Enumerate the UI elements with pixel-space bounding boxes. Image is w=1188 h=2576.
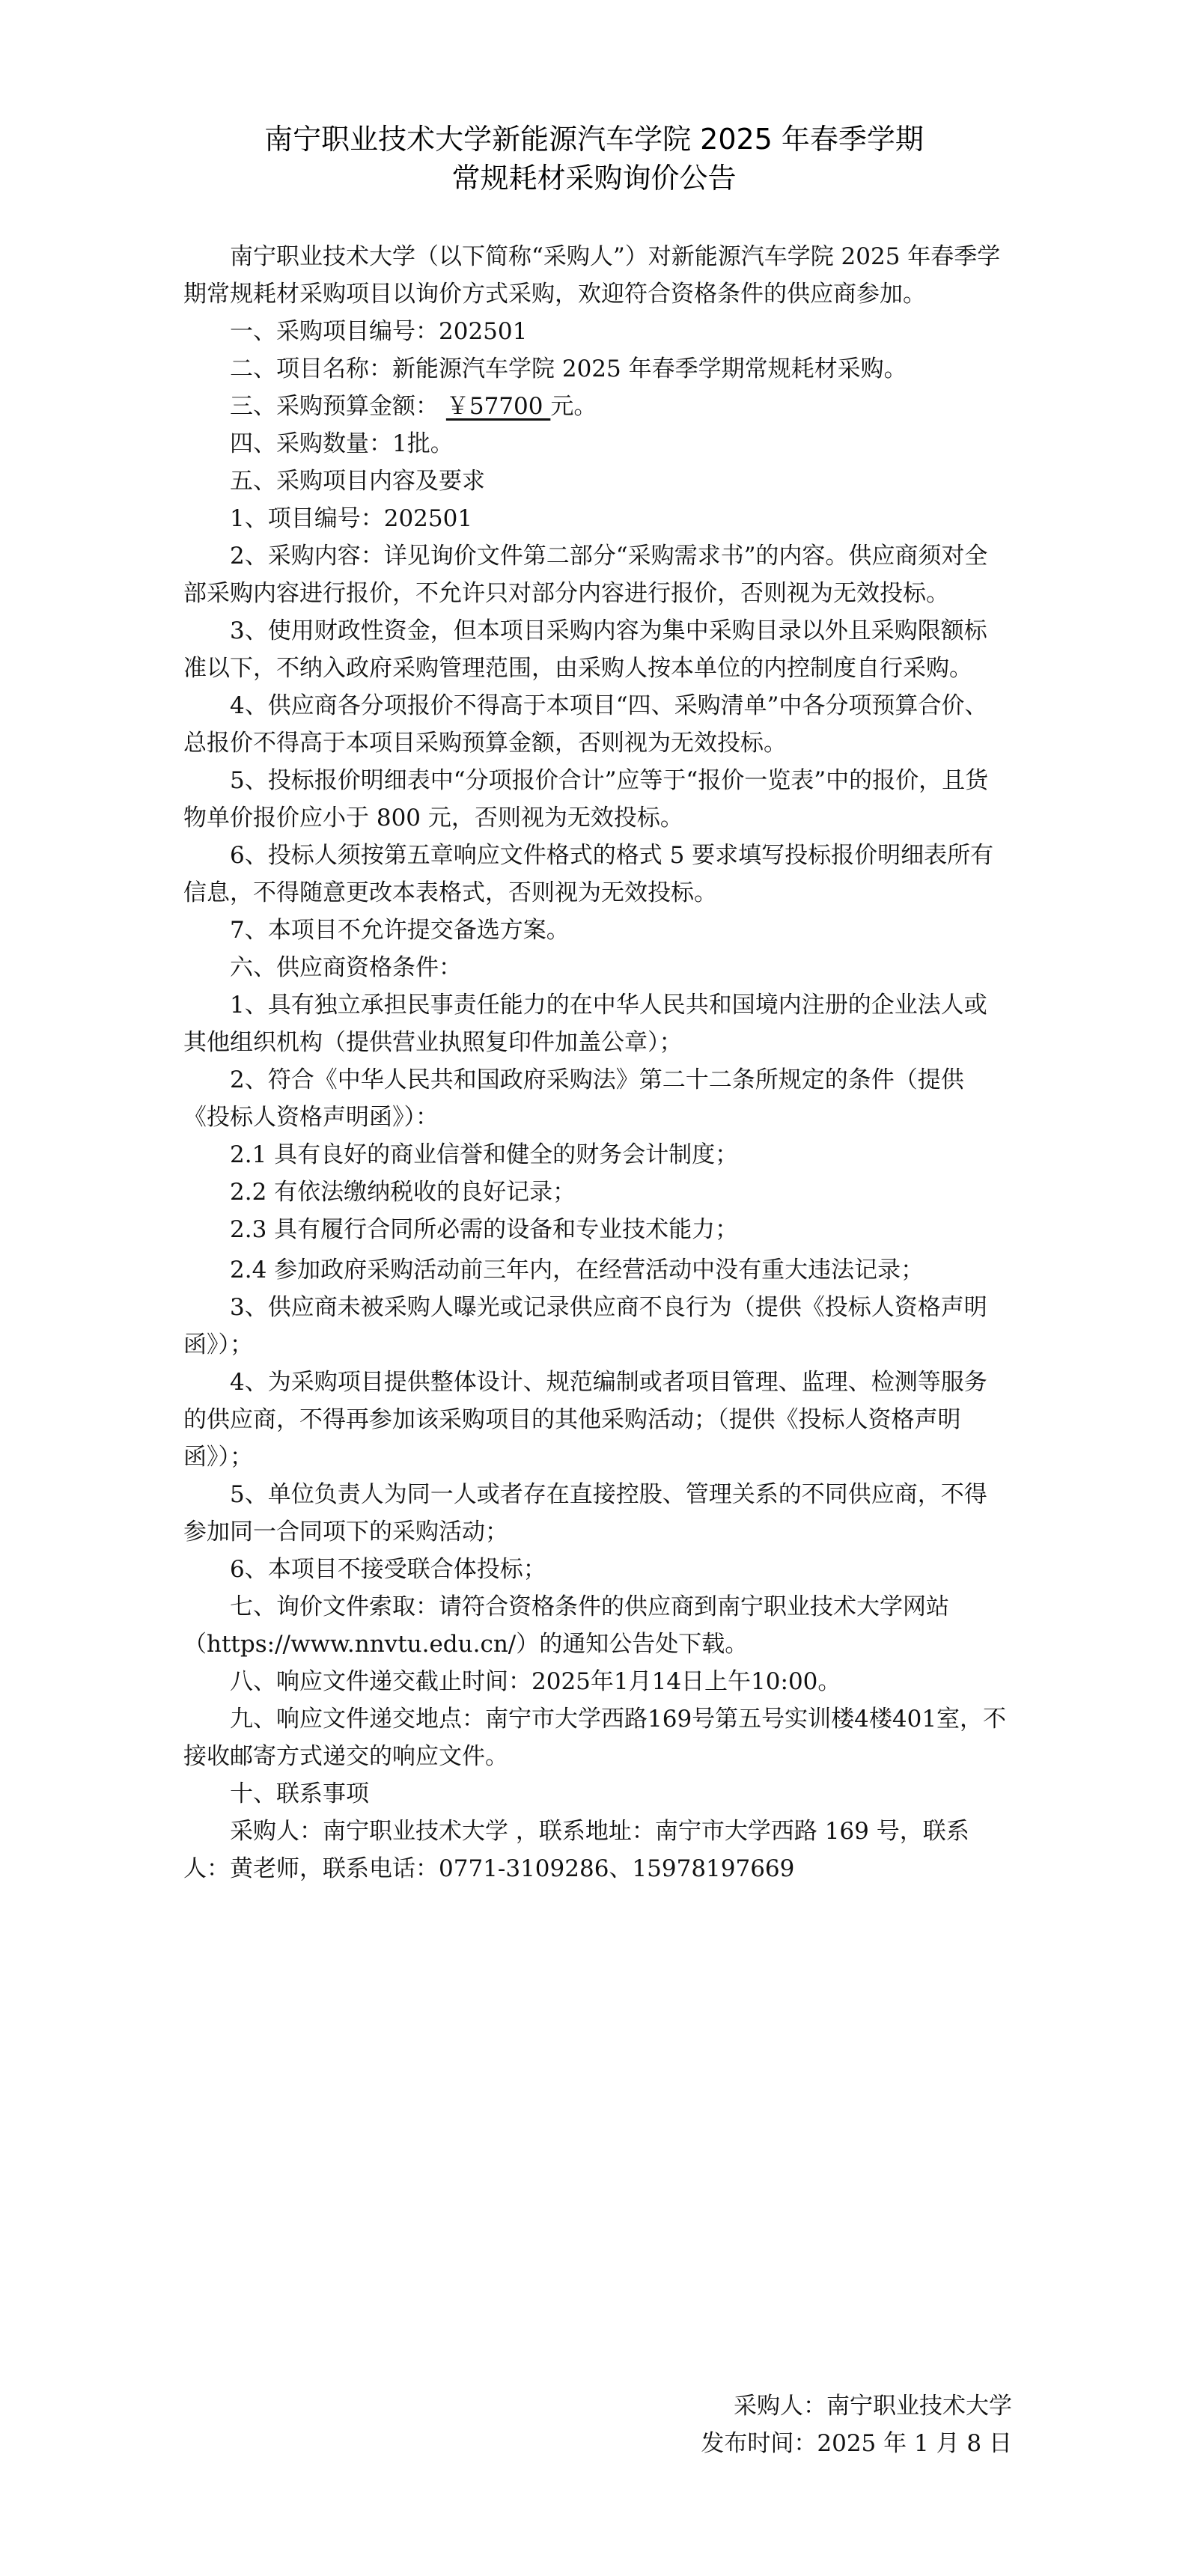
section-8-deadline: 八、响应文件递交截止时间：2025年1月14日上午10:00。 [230,1668,841,1695]
section-5-item-6: 6、投标人须按第五章响应文件格式的格式 5 要求填写投标报价明细表所有信息，不得随意更改本表格式，否则视为无效投标。 [183,842,994,906]
section-6-item-1: 1、具有独立承担民事责任能力的在中华人民共和国境内注册的企业法人或其他组织机构（提供营业执照复印件加盖公章）； [183,992,987,1056]
section-6-item-2-4: 2.4 参加政府采购活动前三年内，在经营活动中没有重大违法记录； [230,1257,924,1284]
section-5-item-4: 4、供应商各分项报价不得高于本项目“四、采购清单”中各分项预算合价、总报价不得高于本项目采购预算金额，否则视为无效投标。 [183,692,988,757]
section-6-item-2-1: 2.1 具有良好的商业信誉和健全的财务会计制度； [230,1141,739,1168]
section-5-item-3: 3、使用财政性资金，但本项目采购内容为集中采购目录以外且采购限额标准以下，不纳入政府采购管理范围，由采购人按本单位的内控制度自行采购。 [183,617,987,682]
purchase-quantity: 四、采购数量：1批。 [230,430,454,457]
section-6-item-2-3: 2.3 具有履行合同所必需的设备和专业技术能力； [230,1216,739,1243]
budget-unit: 元。 [550,393,597,420]
section-6-item-2-2: 2.2 有依法缴纳税收的良好记录； [230,1179,576,1206]
section-5-heading: 五、采购项目内容及要求 [230,468,485,495]
section-6-item-5: 5、单位负责人为同一人或者存在直接控股、管理关系的不同供应商，不得参加同一合同项下的采购活动； [183,1481,987,1545]
section-9-location: 九、响应文件递交地点：南宁市大学西路169号第五号实训楼4楼401室，不接收邮寄方式递交的响应文件。 [183,1706,1007,1770]
section-7-document-retrieval: 七、询价文件索取：请符合资格条件的供应商到南宁职业技术大学网站（https://www.nnvtu.edu.cn/）的通知公告处下载。 [183,1593,949,1658]
section-5-item-7: 7、本项目不允许提交备选方案。 [230,917,570,944]
section-6-item-4: 4、为采购项目提供整体设计、规范编制或者项目管理、监理、检测等服务的供应商，不得再参加该采购项目的其他采购活动；（提供《投标人资格声明函》）； [183,1369,987,1471]
signature-date: 发布时间：2025 年 1 月 8 日 [701,2430,1012,2457]
contact-information: 采购人：南宁职业技术大学 ，联系地址：南宁市大学西路 169 号，联系人：黄老师，联系电话：0771-3109286、15978197669 [183,1818,969,1882]
budget-amount-line [183,388,1007,425]
section-6-heading: 六、供应商资格条件： [230,954,462,981]
document-title-line-1: 南宁职业技术大学新能源汽车学院 2025 年春季学期 [264,123,924,156]
project-number: 一、采购项目编号：202501 [230,318,528,345]
budget-label: 三、采购预算金额： [230,393,439,420]
section-6-item-3: 3、供应商未被采购人曝光或记录供应商不良行为（提供《投标人资格声明函》）； [183,1294,987,1358]
document-title-line-2: 常规耗材采购询价公告 [451,162,737,195]
section-10-heading: 十、联系事项 [230,1780,369,1807]
section-5-item-5: 5、投标报价明细表中“分项报价合计”应等于“报价一览表”中的报价，且货物单价报价应小于 800 元，否则视为无效投标。 [183,767,989,831]
section-6-item-6: 6、本项目不接受联合体投标； [230,1556,546,1583]
document-body [183,238,1007,1887]
section-5-item-2: 2、采购内容：详见询价文件第二部分“采购需求书”的内容。供应商须对全部采购内容进行报价，不允许只对部分内容进行报价，否则视为无效投标。 [183,543,988,607]
section-6-item-2: 2、符合《中华人民共和国政府采购法》第二十二条所规定的条件（提供《投标人资格声明函》）： [183,1066,964,1131]
budget-amount: ￥57700 [445,393,551,420]
project-name: 二、项目名称：新能源汽车学院 2025 年春季学期常规耗材采购。 [230,355,907,382]
section-5-item-1: 1、项目编号：202501 [230,505,473,532]
intro-paragraph: 南宁职业技术大学（以下简称“采购人”）对新能源汽车学院 2025 年春季学期常规耗材采购项目以询价方式采购，欢迎符合资格条件的供应商参加。 [183,243,1001,308]
signature-purchaser: 采购人：南宁职业技术大学 [734,2393,1012,2420]
